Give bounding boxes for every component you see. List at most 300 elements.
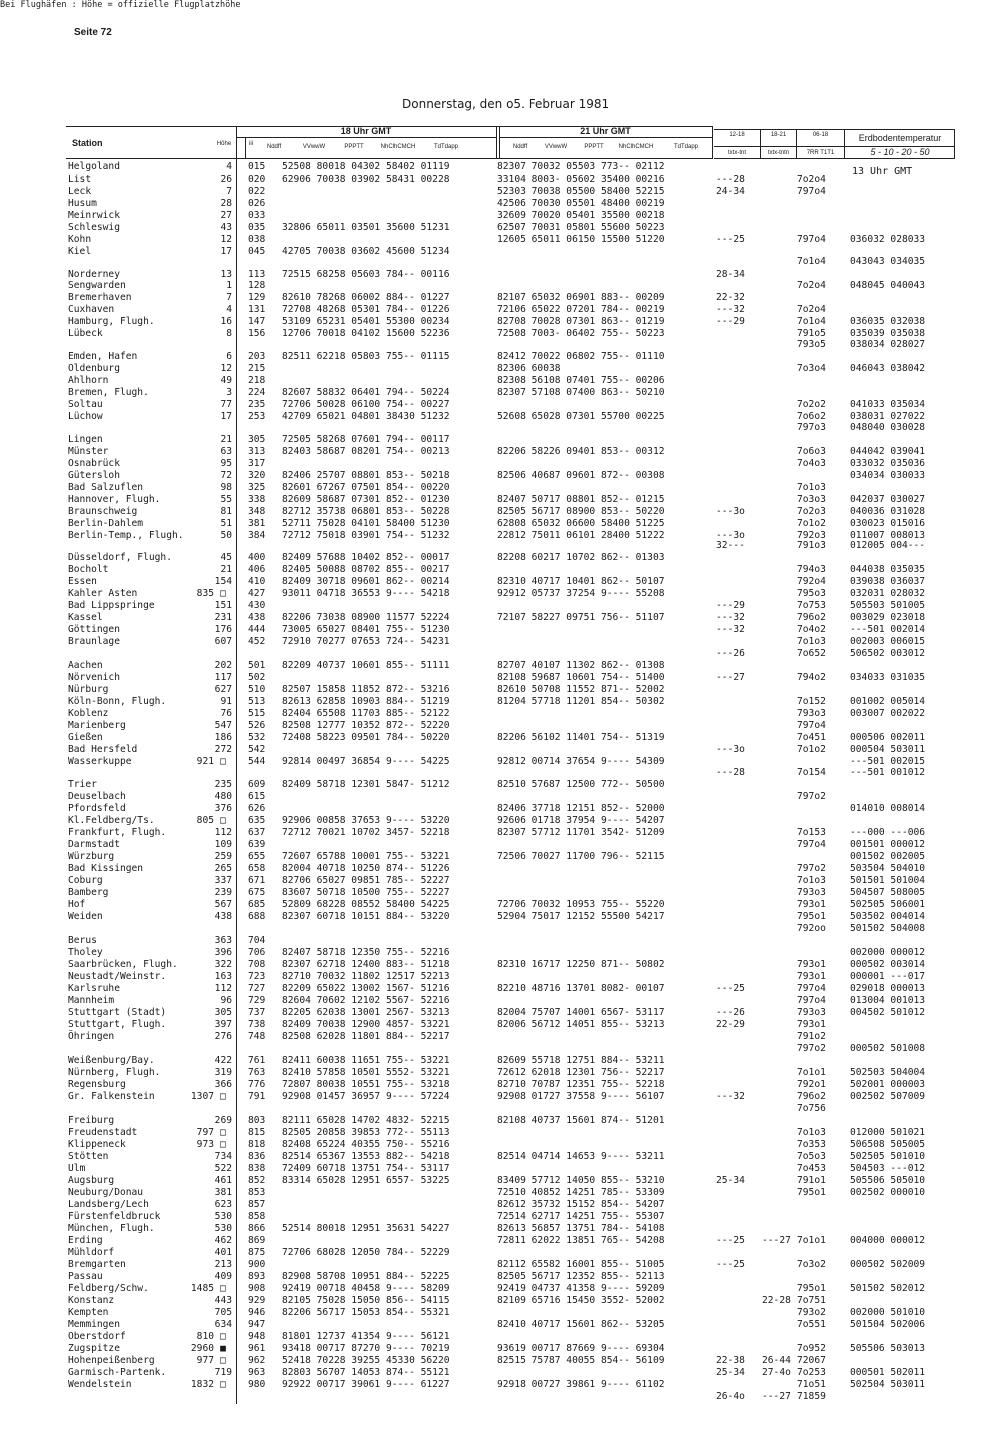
soil-temperature: 000506 002011 [850,732,926,743]
table-row [0,1319,1000,1331]
obs-21-gmt: 82112 65582 16001 855-- 51005 [497,1259,665,1270]
station-name: Hof [68,899,86,910]
station-height: 8 [226,328,232,339]
station-height: 522 [214,1163,232,1174]
table-row [0,767,1000,779]
table-row [0,672,1000,684]
temp-06-18: 7o453 [797,1163,826,1174]
temp-12-18: ---28 [716,767,745,778]
temp-06-18: 7o1o3 [797,1127,826,1138]
obs-21-gmt: 82307 70032 05503 773-- 02112 [497,161,665,172]
obs-21-gmt: 92918 00727 39861 9---- 61102 [497,1379,665,1390]
obs-21-gmt: 82505 56717 12352 855-- 52113 [497,1271,665,1282]
station-header: Station [72,138,103,148]
station-id: 128 [248,280,266,291]
ii-header: iii [249,141,253,147]
station-height: 397 [214,1019,232,1030]
station-height: 409 [214,1271,232,1282]
station-height: 805 [196,815,214,826]
table-row [0,720,1000,732]
obs-18-gmt: 52809 68228 08552 58400 54225 [282,899,450,910]
obs-21-gmt: 82505 56717 08900 853-- 50220 [497,506,665,517]
obs-18-gmt: 82505 20858 39853 772-- 55113 [282,1127,450,1138]
station-height: 627 [214,684,232,695]
station-id: 501 [248,660,266,671]
temp-06-18: 7o1o3 [797,875,826,886]
station-name: Helgoland [68,161,120,172]
table-row [0,316,1000,328]
obs-21-gmt: 82307 57712 11701 3542- 51209 [497,827,665,838]
soil-temperature: 501501 501004 [850,875,926,886]
obs-21-gmt: 92908 01727 37558 9---- 56107 [497,1091,665,1102]
station-name: Braunlage [68,636,120,647]
station-height: 363 [214,935,232,946]
obs-21-gmt: 82412 70022 06802 755-- 01110 [497,351,665,362]
obs-18-gmt: 82803 56707 14053 874-- 55121 [282,1367,450,1378]
table-row [0,1103,1000,1115]
station-id: 444 [248,624,266,635]
obs-21-gmt: 82610 50708 11552 871-- 52002 [497,684,665,695]
table-row [0,540,1000,552]
obs-21-gmt: 92606 01718 37954 9---- 54207 [497,815,665,826]
station-name: Bad Hersfeld [68,744,138,755]
temp-18-21: ---27 [762,1391,791,1402]
table-row [0,791,1000,803]
obs-18-gmt: 92906 00858 37653 9---- 53220 [282,815,450,826]
temp-06-18: 7o4o3 [797,458,826,469]
station-name: Berus [68,935,97,946]
station-name: Hamburg, Flugh. [68,316,155,327]
soil-temperature: 002000 501010 [850,1307,926,1318]
station-height: 186 [214,732,232,743]
station-id: 776 [248,1079,266,1090]
right-header-top-rule [714,129,954,130]
obs-18-gmt: 82406 25707 08801 853-- 50218 [282,470,450,481]
g21-sub-4: NhClhCMCH [618,144,654,150]
table-row [0,351,1000,363]
right-header-bottom-rule [714,158,954,159]
soil-temperature: 503504 504010 [850,863,926,874]
temp-12-18: 25-34 [716,1367,745,1378]
table-row [0,588,1000,600]
temp-06-18: 793o1 [797,1019,826,1030]
temp-06-18: 7o551 [797,1319,826,1330]
station-id: 348 [248,506,266,517]
station-id: 637 [248,827,266,838]
temp-06-18: 7o756 [797,1103,826,1114]
temp-06-18: 7o153 [797,827,826,838]
station-height: 719 [214,1367,232,1378]
station-id: 875 [248,1247,266,1258]
temp-06-18: 7o3o3 [797,494,826,505]
temp-06-18: 7o6o3 [797,446,826,457]
station-id: 626 [248,803,266,814]
table-row [0,387,1000,399]
obs-18-gmt: 82607 58832 06401 794-- 50224 [282,387,450,398]
soil-temperature: 036032 028033 [850,234,926,245]
table-row [0,732,1000,744]
soil-temperature: 012005 004--- [850,540,926,551]
soil-temperature: 044042 039041 [850,446,926,457]
station-id: 737 [248,1007,266,1018]
station-name: Memmingen [68,1319,120,1330]
obs-18-gmt: 82604 70602 12102 5567- 52216 [282,995,450,1006]
soil-temperature: 004502 501012 [850,1007,926,1018]
station-id: 729 [248,995,266,1006]
obs-18-gmt: 72607 65788 10001 755-- 53221 [282,851,450,862]
obs-18-gmt: 93418 00717 87270 9---- 70219 [282,1343,450,1354]
obs-21-gmt: 82107 65032 06901 883-- 00209 [497,292,665,303]
temp-06-18: 797o4 [797,995,826,1006]
station-height: 547 [214,720,232,731]
station-id: 026 [248,198,266,209]
station-name: Garmisch-Partenk. [68,1367,167,1378]
temp-12-18: ---29 [716,600,745,611]
soil-temperature: ---501 001012 [850,767,926,778]
station-name: Mannheim [68,995,115,1006]
temp-06-18: 7o451 [797,732,826,743]
temp-12-18: ---26 [716,1007,745,1018]
temp-06-18: 791o5 [797,328,826,339]
station-id: 325 [248,482,266,493]
soil-temperature: 046043 038042 [850,363,926,374]
table-row [0,1283,1000,1295]
station-id: 948 [248,1331,266,1342]
soil-temperature: ---000 ---006 [850,827,926,838]
station-id: 963 [248,1367,266,1378]
station-height: 12 [220,234,232,245]
obs-21-gmt: 82710 70787 12351 755-- 52218 [497,1079,665,1090]
station-name: Darmstadt [68,839,120,850]
temp-06-18: 7o952 [797,1343,826,1354]
g18-sub-2: VVwwW [302,144,326,150]
temp-06-18: 71859 [797,1391,826,1402]
station-height: 76 [220,708,232,719]
soil-temperature: 034034 030033 [850,470,926,481]
station-name: Nürburg [68,684,109,695]
station-name: Stötten [68,1151,109,1162]
table-row [0,576,1000,588]
table-row [0,636,1000,648]
station-name: Husum [68,198,97,209]
station-height: 96 [220,995,232,1006]
obs-21-gmt: 72107 58227 09751 756-- 51107 [497,612,665,623]
station-name: Oberstdorf [68,1331,126,1342]
temp-06-18: 7o1o2 [797,518,826,529]
col-rule-3 [496,126,497,159]
temp-06-18: 793o3 [797,708,826,719]
obs-18-gmt: 82511 62218 05803 755-- 01115 [282,351,450,362]
table-row [0,434,1000,446]
temp-06-18: 793o3 [797,887,826,898]
station-height: 12 [220,363,232,374]
station-id: 131 [248,304,266,315]
station-name: Soltau [68,399,103,410]
temp-06-18: 7o2o4 [797,280,826,291]
station-height: 376 [214,803,232,814]
obs-18-gmt: 82409 30718 09601 862-- 00214 [282,576,450,587]
station-name: Norderney [68,269,120,280]
station-id: 020 [248,174,266,185]
obs-21-gmt: 82612 35732 15152 854-- 54207 [497,1199,665,1210]
temp-06-18: 797o4 [797,720,826,731]
temp-06-18: 7o652 [797,648,826,659]
station-height: 272 [214,744,232,755]
soil-temperature: 043043 034035 [850,256,926,267]
station-height: 705 [214,1307,232,1318]
station-height: 202 [214,660,232,671]
temp-06-18: 7o4o2 [797,624,826,635]
station-height: 480 [214,791,232,802]
station-name: Saarbrücken, Flugh. [68,959,178,970]
temp-06-18: 794o3 [797,564,826,575]
soil-temperature: 040036 031028 [850,506,926,517]
soil-temperature: 013004 001013 [850,995,926,1006]
soil-temperature: 501504 502006 [850,1319,926,1330]
station-height: 443 [214,1295,232,1306]
station-name: Gr. Falkenstein [68,1091,155,1102]
station-name: Weißenburg/Bay. [68,1055,155,1066]
station-name: Leck [68,186,92,197]
obs-21-gmt: 82208 60217 10702 862-- 01303 [497,552,665,563]
mountain-symbol: ■ [220,1343,226,1354]
temp-06-18: 794o2 [797,672,826,683]
obs-21-gmt: 32609 70020 05401 35500 00218 [497,210,665,221]
table-row [0,863,1000,875]
obs-18-gmt: 82609 58687 07301 852-- 01230 [282,494,450,505]
station-id: 147 [248,316,266,327]
station-name: Frankfurt, Flugh. [68,827,167,838]
station-id: 526 [248,720,266,731]
obs-21-gmt: 81204 57718 11201 854-- 50302 [497,696,665,707]
obs-18-gmt: 82403 58687 08201 754-- 00213 [282,446,450,457]
temp-12-18: ---25 [716,1235,745,1246]
station-id: 406 [248,564,266,575]
soil-temperature: 001002 005014 [850,696,926,707]
temp-12-18: 28-34 [716,269,745,280]
soil-temperature: 048040 030028 [850,422,926,433]
soil-temperature: 029018 000013 [850,983,926,994]
g18-sub-rule [236,137,496,138]
table-row [0,1247,1000,1259]
obs-21-gmt: 72514 62717 14251 755-- 55307 [497,1211,665,1222]
station-id: 869 [248,1235,266,1246]
station-id: 838 [248,1163,266,1174]
station-name: Kiel [68,246,92,257]
station-name: Pfordsfeld [68,803,126,814]
station-name: Gießen [68,732,103,743]
obs-18-gmt: 82706 65027 09851 785-- 52227 [282,875,450,886]
table-row [0,839,1000,851]
station-id: 438 [248,612,266,623]
temp-06-18: 792o3 [797,530,826,541]
table-row [0,375,1000,387]
obs-18-gmt: 42709 65021 04801 38430 51232 [282,411,450,422]
station-id: 015 [248,161,266,172]
station-height: 462 [214,1235,232,1246]
table-row [0,947,1000,959]
obs-18-gmt: 72408 58223 09501 784-- 50220 [282,732,450,743]
table-row [0,624,1000,636]
station-name: Cuxhaven [68,304,115,315]
station-id: 384 [248,530,266,541]
temp-12-18: ---32 [716,624,745,635]
temp-06-18: 7o2o2 [797,399,826,410]
obs-18-gmt: 82411 60038 11651 755-- 53221 [282,1055,450,1066]
obs-18-gmt: 72807 80038 10551 755-- 53218 [282,1079,450,1090]
station-id: 038 [248,234,266,245]
obs-18-gmt: 82908 58708 10951 884-- 52225 [282,1271,450,1282]
table-row [0,482,1000,494]
soil-temperature: 503502 004014 [850,911,926,922]
temp-06-18: 793o1 [797,959,826,970]
station-id: 400 [248,552,266,563]
obs-21-gmt: 82708 70028 07301 863-- 01219 [497,316,665,327]
mountain-symbol: □ [220,588,226,599]
station-id: 893 [248,1271,266,1282]
temp-06-18: 791o1 [797,1175,826,1186]
table-row [0,1031,1000,1043]
obs-21-gmt: 72506 70027 11700 796-- 52115 [497,851,665,862]
table-row [0,815,1000,827]
obs-18-gmt: 82601 67267 07501 854-- 00220 [282,482,450,493]
station-name: Hannover, Flugh. [68,494,161,505]
station-name: Stuttgart, Flugh. [68,1019,167,1030]
soil-temperature: 004000 000012 [850,1235,926,1246]
station-height: 50 [220,530,232,541]
station-name: Klippeneck [68,1139,126,1150]
station-name: Konstanz [68,1295,115,1306]
soil-temperature: 502001 000003 [850,1079,926,1090]
soil-temperature: 014010 008014 [850,803,926,814]
station-name: Göttingen [68,624,120,635]
temp-12-18: ---32 [716,304,745,315]
table-row [0,222,1000,234]
station-id: 045 [248,246,266,257]
station-height: 1485 [190,1283,214,1294]
obs-21-gmt: 82609 55718 12751 884-- 53211 [497,1055,665,1066]
obs-18-gmt: 92814 00497 36854 9---- 54225 [282,756,450,767]
station-name: Emden, Hafen [68,351,138,362]
temp-06-18: 7o1o3 [797,636,826,647]
soil-temperature: 012000 501021 [850,1127,926,1138]
station-height: 422 [214,1055,232,1066]
obs-21-gmt: 22812 75011 06101 28400 51222 [497,530,665,541]
mountain-symbol: □ [220,1355,226,1366]
soil-temperature: 000501 502011 [850,1367,926,1378]
col-rule-5 [712,126,713,159]
obs-18-gmt: 92908 01457 36957 9---- 57224 [282,1091,450,1102]
table-row [0,911,1000,923]
h0618-header: 06-18 [812,132,829,138]
temp-06-18: 7o1o4 [797,316,826,327]
soil-temperature: 001502 002005 [850,851,926,862]
table-row [0,1187,1000,1199]
obs-21-gmt: 82108 59687 10601 754-- 51400 [497,672,665,683]
temp-06-18: 7o1o1 [797,1235,826,1246]
soil-temperature: 033032 035036 [850,458,926,469]
station-id: 853 [248,1187,266,1198]
station-height: 366 [214,1079,232,1090]
table-row [0,494,1000,506]
station-height: 265 [214,863,232,874]
erdboden-gmt: 13 Uhr GMT [852,166,913,177]
obs-21-gmt: 82613 56857 13751 784-- 54108 [497,1223,665,1234]
table-row [0,1331,1000,1343]
mountain-symbol: □ [220,1379,226,1390]
station-id: 791 [248,1091,266,1102]
temp-06-18: 7o253 [797,1367,826,1378]
station-name: Münster [68,446,109,457]
soil-temperature: 506508 505005 [850,1139,926,1150]
obs-18-gmt: 72515 68258 05603 784-- 00116 [282,269,450,280]
station-id: 980 [248,1379,266,1390]
table-row [0,744,1000,756]
station-height: 235 [214,779,232,790]
table-row [0,1055,1000,1067]
obs-21-gmt: 82308 56108 07401 755-- 00206 [497,375,665,386]
station-name: Düsseldorf, Flugh. [68,552,172,563]
obs-21-gmt: 83409 57712 14050 855-- 53210 [497,1175,665,1186]
station-height: 810 [196,1331,214,1342]
obs-18-gmt: 52508 80018 04302 58402 01119 [282,161,450,172]
station-height: 259 [214,851,232,862]
table-row [0,1235,1000,1247]
station-name: Aachen [68,660,103,671]
station-name: Kempten [68,1307,109,1318]
station-height: 269 [214,1115,232,1126]
station-name: Landsberg/Lech [68,1199,149,1210]
temp-06-18: 791o3 [797,540,826,551]
station-id: 836 [248,1151,266,1162]
table-row [0,1295,1000,1307]
station-id: 727 [248,983,266,994]
table-row [0,198,1000,210]
table-row [0,1175,1000,1187]
mountain-symbol: □ [220,756,226,767]
table-row [0,1127,1000,1139]
station-id: 723 [248,971,266,982]
station-id: 858 [248,1211,266,1222]
temp-06-18: 793o1 [797,899,826,910]
temp-06-18: 7o152 [797,696,826,707]
g21-sub-2: VVwwW [544,144,568,150]
station-height: 43 [220,222,232,233]
station-height: 91 [220,696,232,707]
station-id: 410 [248,576,266,587]
obs-21-gmt: 82310 16717 12250 871-- 50802 [497,959,665,970]
obs-21-gmt: 82006 56712 14051 855-- 53213 [497,1019,665,1030]
obs-21-gmt: 82506 40687 09601 872-- 00308 [497,470,665,481]
table-row [0,304,1000,316]
temp-18-21: 27-4o [762,1367,791,1378]
table-row [0,280,1000,292]
station-name: Passau [68,1271,103,1282]
soil-temperature: 048045 040043 [850,280,926,291]
temp-06-18: 797o4 [797,983,826,994]
obs-18-gmt: 83314 65028 12951 6557- 53225 [282,1175,450,1186]
mountain-symbol: □ [220,1331,226,1342]
col-rule-8 [844,129,845,159]
temp-06-18: 7o5o3 [797,1151,826,1162]
temp-12-18: ---3o [716,744,745,755]
obs-18-gmt: 72706 68028 12050 784-- 52229 [282,1247,450,1258]
station-name: Köln-Bonn, Flugh. [68,696,167,707]
soil-temperature: 505503 501005 [850,600,926,611]
obs-21-gmt: 92419 04737 41358 9---- 59209 [497,1283,665,1294]
g18-sub-5: TdTdapp [433,144,458,150]
station-name: Neuburg/Donau [68,1187,144,1198]
